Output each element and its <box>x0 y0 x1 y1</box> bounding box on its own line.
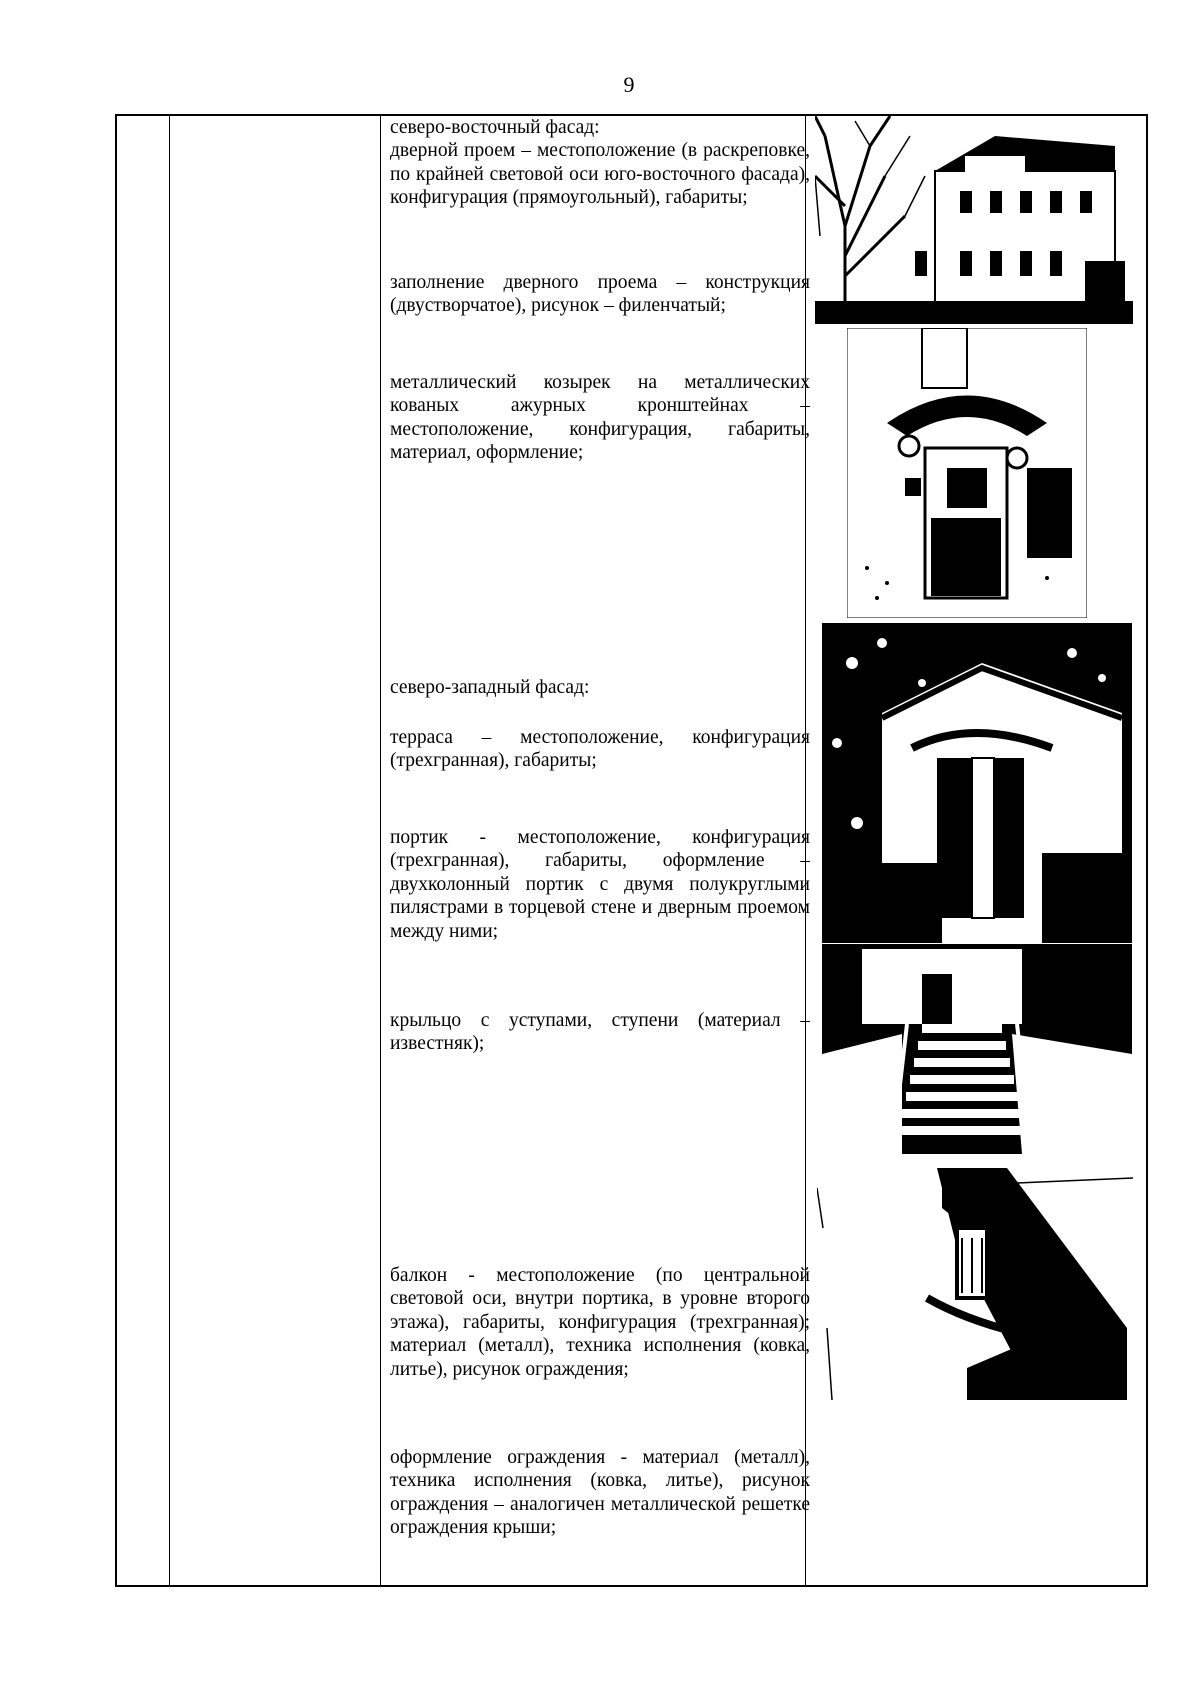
text-block <box>390 726 810 773</box>
text-block <box>390 676 810 699</box>
portico-terrace-photo <box>822 623 1132 943</box>
element-description: заполнение дверного проема – конструкция (двустворчатое), рисунок – филенчатый; <box>390 272 810 317</box>
building-facade-photo <box>815 116 1133 324</box>
text-block <box>390 116 810 210</box>
column-divider <box>169 116 170 1585</box>
facade-heading: северо-западный фасад: <box>390 677 590 698</box>
element-description: балкон - местоположение (по центральной световой оси, внутри портика, в уровне второго этажа), габариты, конфигурация (трехгранная); материал (металл), техника исполнения (ковка, литье), рисунок ограждения; <box>390 1265 810 1380</box>
text-block <box>390 826 810 943</box>
stairs-photo <box>822 944 1132 1154</box>
element-description: металлический козырек на металлических кованых ажурных кронштейнах – местоположение, конфигурация, габариты, материал, оформление; <box>390 372 810 464</box>
page-number: 9 <box>623 72 635 97</box>
column-divider <box>380 116 381 1585</box>
description-column <box>390 116 810 1585</box>
text-block <box>390 1009 810 1056</box>
element-description: терраса – местоположение, конфигурация (трехгранная), габариты; <box>390 727 810 772</box>
document-table <box>115 114 1148 1587</box>
element-description: оформление ограждения - материал (металл), техника исполнения (ковка, литье), рисунок ограждения – аналогичен металлической решетке ограждения крыши; <box>390 1447 810 1539</box>
balcony-photo <box>817 1168 1133 1400</box>
door-canopy-photo <box>847 328 1087 618</box>
element-description: крыльцо с уступами, ступени (материал – известняк); <box>390 1010 810 1055</box>
element-description: дверной проем – местоположение (в раскреповке, по крайней световой оси юго-восточного фасада), конфигурация (прямоугольный), габариты; <box>390 140 810 209</box>
text-block <box>390 371 810 465</box>
text-block <box>390 1446 810 1540</box>
text-block <box>390 271 810 318</box>
element-description: портик - местоположение, конфигурация (трехгранная), габариты, оформление – двухколонный портик с двумя полукруглыми пилястрами в торцевой стене и дверным проемом между ними; <box>390 827 810 942</box>
facade-heading: северо-восточный фасад: <box>390 117 600 138</box>
text-block <box>390 1264 810 1381</box>
